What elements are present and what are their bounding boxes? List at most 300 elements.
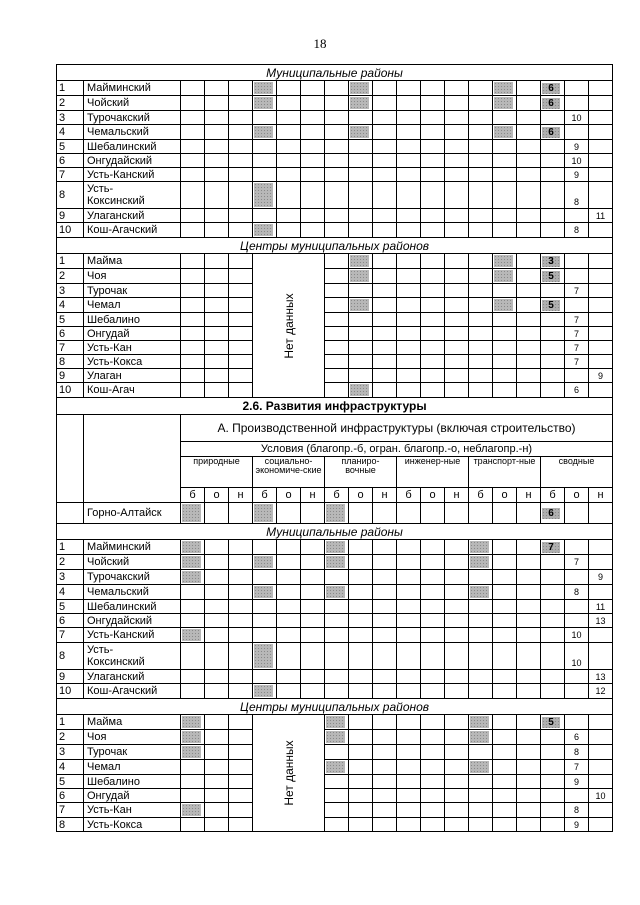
empty-cell bbox=[181, 327, 205, 341]
empty-cell bbox=[253, 168, 277, 182]
summary-value-cell: 12 bbox=[589, 684, 613, 699]
empty-cell bbox=[349, 628, 373, 643]
row-number: 2 bbox=[57, 96, 84, 111]
empty-cell bbox=[277, 570, 301, 585]
table-row bbox=[57, 313, 613, 327]
empty-cell bbox=[397, 570, 421, 585]
table-row bbox=[57, 585, 613, 600]
empty-cell bbox=[325, 789, 349, 803]
empty-cell bbox=[541, 223, 565, 238]
empty-cell bbox=[445, 803, 469, 818]
empty-cell bbox=[181, 254, 205, 269]
condition-code: н bbox=[589, 488, 613, 503]
empty-cell bbox=[421, 284, 445, 298]
row-number: 10 bbox=[57, 684, 84, 699]
empty-cell bbox=[421, 760, 445, 775]
section-title: Муниципальные районы bbox=[57, 524, 613, 540]
table-row bbox=[57, 327, 613, 341]
empty-cell bbox=[397, 369, 421, 383]
empty-cell bbox=[565, 789, 589, 803]
row-name: Чемал bbox=[84, 760, 181, 775]
row-number: 6 bbox=[57, 789, 84, 803]
empty-cell bbox=[349, 154, 373, 168]
empty-cell bbox=[277, 140, 301, 154]
summary-value-cell: 9 bbox=[565, 168, 589, 182]
condition-code: о bbox=[421, 488, 445, 503]
empty-cell bbox=[421, 670, 445, 684]
shaded-mark-cell bbox=[493, 254, 517, 269]
row-number: 8 bbox=[57, 818, 84, 832]
empty-cell bbox=[589, 269, 613, 284]
summary-value-cell: 11 bbox=[589, 209, 613, 223]
empty-cell bbox=[445, 789, 469, 803]
table-row bbox=[57, 628, 613, 643]
empty-cell bbox=[589, 154, 613, 168]
table-row bbox=[57, 745, 613, 760]
empty-cell bbox=[205, 383, 229, 398]
empty-cell bbox=[589, 745, 613, 760]
empty-cell bbox=[373, 670, 397, 684]
shaded-score: 6 bbox=[542, 508, 560, 519]
empty-cell bbox=[349, 684, 373, 699]
empty-cell bbox=[589, 111, 613, 125]
row-name: Усть- Коксинский bbox=[84, 182, 181, 209]
empty-cell bbox=[517, 168, 541, 182]
empty-cell bbox=[517, 341, 541, 355]
empty-cell bbox=[301, 168, 325, 182]
shaded-mark bbox=[350, 384, 369, 396]
empty-cell bbox=[397, 81, 421, 96]
summary-value-cell: 9 bbox=[589, 369, 613, 383]
empty-cell bbox=[205, 182, 229, 209]
no-data-label: Нет данных bbox=[281, 292, 296, 359]
empty-cell bbox=[589, 81, 613, 96]
condition-code: о bbox=[493, 488, 517, 503]
summary-value-cell: 10 bbox=[589, 789, 613, 803]
empty-cell bbox=[229, 643, 253, 670]
empty-cell bbox=[301, 209, 325, 223]
empty-cell bbox=[325, 284, 349, 298]
empty-cell bbox=[181, 614, 205, 628]
shaded-mark-cell bbox=[493, 81, 517, 96]
empty-cell bbox=[205, 81, 229, 96]
empty-cell bbox=[445, 327, 469, 341]
empty-cell bbox=[541, 182, 565, 209]
subheading-row bbox=[57, 415, 613, 442]
empty-cell bbox=[541, 111, 565, 125]
empty-cell bbox=[445, 760, 469, 775]
shaded-mark bbox=[254, 586, 273, 598]
empty-cell bbox=[493, 503, 517, 524]
empty-cell bbox=[229, 223, 253, 238]
empty-cell bbox=[541, 355, 565, 369]
empty-cell bbox=[517, 789, 541, 803]
empty-cell bbox=[541, 209, 565, 223]
empty-cell bbox=[565, 540, 589, 555]
row-number: 3 bbox=[57, 111, 84, 125]
empty-cell bbox=[181, 111, 205, 125]
empty-cell bbox=[181, 182, 205, 209]
shaded-mark bbox=[182, 731, 201, 743]
empty-cell bbox=[181, 600, 205, 614]
shaded-score: 5 bbox=[542, 271, 560, 282]
empty-cell bbox=[325, 182, 349, 209]
empty-cell bbox=[181, 684, 205, 699]
empty-cell bbox=[469, 111, 493, 125]
condition-code: б bbox=[181, 488, 205, 503]
empty-cell bbox=[325, 223, 349, 238]
shaded-mark-cell bbox=[253, 643, 277, 670]
empty-cell bbox=[325, 269, 349, 284]
empty-cell bbox=[541, 383, 565, 398]
shaded-mark bbox=[470, 731, 489, 743]
empty-cell bbox=[421, 355, 445, 369]
shaded-score: 6 bbox=[542, 83, 560, 94]
table-row bbox=[57, 284, 613, 298]
empty-cell bbox=[229, 614, 253, 628]
empty-cell bbox=[589, 730, 613, 745]
empty-cell bbox=[493, 223, 517, 238]
summary-score-cell bbox=[541, 125, 565, 140]
no-data-label: Нет данных bbox=[281, 740, 296, 806]
shaded-mark bbox=[494, 255, 513, 267]
empty-cell bbox=[349, 585, 373, 600]
empty-cell bbox=[493, 715, 517, 730]
row-name: Чоя bbox=[84, 269, 181, 284]
shaded-mark-cell bbox=[469, 555, 493, 570]
empty-cell bbox=[205, 298, 229, 313]
empty-cell bbox=[397, 503, 421, 524]
condition-code: о bbox=[349, 488, 373, 503]
empty-cell bbox=[517, 327, 541, 341]
empty-cell bbox=[565, 670, 589, 684]
row-name: Чоя bbox=[84, 730, 181, 745]
summary-score-cell bbox=[541, 503, 565, 524]
empty-cell bbox=[229, 760, 253, 775]
summary-value-cell: 9 bbox=[565, 140, 589, 154]
empty-cell bbox=[373, 341, 397, 355]
shaded-mark bbox=[254, 504, 273, 522]
empty-cell bbox=[517, 570, 541, 585]
empty-cell bbox=[325, 670, 349, 684]
empty-cell bbox=[469, 670, 493, 684]
empty-cell bbox=[229, 803, 253, 818]
empty-cell bbox=[541, 789, 565, 803]
empty-cell bbox=[397, 585, 421, 600]
shaded-mark-cell bbox=[493, 269, 517, 284]
empty-cell bbox=[205, 223, 229, 238]
empty-cell bbox=[325, 643, 349, 670]
empty-cell bbox=[469, 81, 493, 96]
shaded-mark bbox=[494, 270, 513, 282]
shaded-mark bbox=[326, 504, 345, 522]
row-number: 6 bbox=[57, 154, 84, 168]
empty-cell bbox=[205, 670, 229, 684]
shaded-mark-cell bbox=[181, 503, 205, 524]
empty-cell bbox=[541, 570, 565, 585]
empty-cell bbox=[181, 298, 205, 313]
condition-code: б bbox=[541, 488, 565, 503]
empty-cell bbox=[421, 154, 445, 168]
empty-cell bbox=[517, 614, 541, 628]
empty-cell bbox=[277, 555, 301, 570]
empty-cell bbox=[421, 254, 445, 269]
empty-cell bbox=[205, 745, 229, 760]
empty-cell bbox=[517, 223, 541, 238]
row-number: 3 bbox=[57, 284, 84, 298]
empty-cell bbox=[181, 96, 205, 111]
empty-cell bbox=[277, 670, 301, 684]
shaded-mark-cell bbox=[349, 96, 373, 111]
empty-cell bbox=[229, 775, 253, 789]
empty-cell bbox=[229, 369, 253, 383]
empty-cell bbox=[325, 111, 349, 125]
empty-cell bbox=[445, 570, 469, 585]
empty-cell bbox=[205, 154, 229, 168]
table-row bbox=[57, 760, 613, 775]
empty-cell bbox=[229, 540, 253, 555]
subheading: А. Производственной инфраструктуры (включая строительство) bbox=[181, 415, 613, 442]
empty-cell bbox=[445, 341, 469, 355]
empty-cell bbox=[397, 168, 421, 182]
empty-cell bbox=[181, 168, 205, 182]
empty-cell bbox=[565, 684, 589, 699]
row-number: 1 bbox=[57, 254, 84, 269]
empty-cell bbox=[205, 789, 229, 803]
row-number: 3 bbox=[57, 745, 84, 760]
empty-cell bbox=[493, 341, 517, 355]
empty-cell bbox=[349, 760, 373, 775]
empty-cell bbox=[469, 223, 493, 238]
empty-cell bbox=[517, 628, 541, 643]
empty-cell bbox=[517, 269, 541, 284]
empty-cell bbox=[373, 168, 397, 182]
empty-cell bbox=[301, 223, 325, 238]
empty-cell bbox=[421, 570, 445, 585]
empty-cell bbox=[205, 341, 229, 355]
empty-cell bbox=[445, 298, 469, 313]
empty-cell bbox=[421, 223, 445, 238]
empty-cell bbox=[205, 570, 229, 585]
row-name: Майминский bbox=[84, 540, 181, 555]
row-number: 5 bbox=[57, 775, 84, 789]
empty-cell bbox=[493, 760, 517, 775]
row-number: 4 bbox=[57, 760, 84, 775]
row-name: Шебалино bbox=[84, 313, 181, 327]
empty-cell bbox=[493, 327, 517, 341]
empty-cell bbox=[349, 600, 373, 614]
empty-cell bbox=[469, 600, 493, 614]
empty-cell bbox=[469, 383, 493, 398]
row-name: Онгудайский bbox=[84, 614, 181, 628]
empty-cell bbox=[349, 341, 373, 355]
shaded-mark-cell bbox=[325, 585, 349, 600]
shaded-mark-cell bbox=[349, 269, 373, 284]
shaded-mark-cell bbox=[349, 125, 373, 140]
empty-cell bbox=[253, 209, 277, 223]
empty-cell bbox=[517, 643, 541, 670]
empty-cell bbox=[181, 140, 205, 154]
row-name: Чойский bbox=[84, 555, 181, 570]
table-row bbox=[57, 209, 613, 223]
shaded-mark-cell bbox=[493, 125, 517, 140]
empty-cell bbox=[181, 670, 205, 684]
empty-cell bbox=[181, 760, 205, 775]
empty-cell bbox=[541, 341, 565, 355]
empty-cell bbox=[301, 182, 325, 209]
empty-cell bbox=[445, 555, 469, 570]
row-number: 1 bbox=[57, 81, 84, 96]
empty-cell bbox=[397, 614, 421, 628]
empty-cell bbox=[229, 355, 253, 369]
empty-cell bbox=[397, 355, 421, 369]
empty-cell bbox=[229, 684, 253, 699]
empty-cell bbox=[445, 125, 469, 140]
shaded-mark-cell bbox=[469, 715, 493, 730]
empty-cell bbox=[517, 670, 541, 684]
empty-cell bbox=[373, 803, 397, 818]
empty-cell bbox=[565, 269, 589, 284]
empty-cell bbox=[397, 154, 421, 168]
empty-cell bbox=[493, 684, 517, 699]
empty-cell bbox=[229, 209, 253, 223]
empty-cell bbox=[181, 223, 205, 238]
row-number: 10 bbox=[57, 223, 84, 238]
empty-cell bbox=[181, 284, 205, 298]
empty-cell bbox=[541, 614, 565, 628]
empty-cell bbox=[373, 643, 397, 670]
shaded-mark-cell bbox=[253, 585, 277, 600]
empty-cell bbox=[205, 600, 229, 614]
blank-header-cell bbox=[84, 415, 181, 503]
empty-cell bbox=[301, 614, 325, 628]
condition-code: н bbox=[373, 488, 397, 503]
summary-score-cell bbox=[541, 298, 565, 313]
empty-cell bbox=[421, 614, 445, 628]
empty-cell bbox=[325, 81, 349, 96]
empty-cell bbox=[397, 182, 421, 209]
empty-cell bbox=[421, 503, 445, 524]
empty-cell bbox=[469, 775, 493, 789]
shaded-mark bbox=[494, 299, 513, 311]
empty-cell bbox=[469, 803, 493, 818]
summary-value-cell: 8 bbox=[565, 585, 589, 600]
row-number: 6 bbox=[57, 327, 84, 341]
shaded-mark-cell bbox=[325, 503, 349, 524]
empty-cell bbox=[493, 803, 517, 818]
row-number: 2 bbox=[57, 269, 84, 284]
shaded-mark bbox=[326, 731, 345, 743]
empty-cell bbox=[469, 355, 493, 369]
empty-cell bbox=[517, 209, 541, 223]
empty-cell bbox=[469, 168, 493, 182]
empty-cell bbox=[205, 684, 229, 699]
row-name: Кош-Агачский bbox=[84, 684, 181, 699]
empty-cell bbox=[493, 628, 517, 643]
empty-cell bbox=[373, 730, 397, 745]
condition-code: н bbox=[229, 488, 253, 503]
empty-cell bbox=[397, 730, 421, 745]
empty-cell bbox=[277, 209, 301, 223]
empty-cell bbox=[565, 570, 589, 585]
empty-cell bbox=[277, 540, 301, 555]
empty-cell bbox=[589, 503, 613, 524]
empty-cell bbox=[469, 341, 493, 355]
empty-cell bbox=[445, 540, 469, 555]
table-row bbox=[57, 125, 613, 140]
empty-cell bbox=[277, 168, 301, 182]
section-title: Муниципальные районы bbox=[57, 65, 613, 81]
empty-cell bbox=[373, 745, 397, 760]
empty-cell bbox=[517, 745, 541, 760]
condition-code: б bbox=[469, 488, 493, 503]
table-row bbox=[57, 182, 613, 209]
shaded-mark bbox=[182, 746, 201, 758]
row-name: Онгудай bbox=[84, 327, 181, 341]
empty-cell bbox=[205, 585, 229, 600]
empty-cell bbox=[517, 140, 541, 154]
row-number: 9 bbox=[57, 209, 84, 223]
table-row bbox=[57, 818, 613, 832]
empty-cell bbox=[397, 341, 421, 355]
row-number: 8 bbox=[57, 355, 84, 369]
shaded-mark bbox=[182, 571, 201, 583]
empty-cell bbox=[229, 600, 253, 614]
empty-cell bbox=[229, 745, 253, 760]
empty-cell bbox=[589, 182, 613, 209]
empty-cell bbox=[277, 585, 301, 600]
empty-cell bbox=[205, 540, 229, 555]
empty-cell bbox=[445, 745, 469, 760]
empty-cell bbox=[445, 730, 469, 745]
empty-cell bbox=[325, 313, 349, 327]
empty-cell bbox=[373, 570, 397, 585]
page-number: 18 bbox=[313, 36, 327, 51]
empty-cell bbox=[181, 355, 205, 369]
row-name: Майма bbox=[84, 715, 181, 730]
empty-cell bbox=[397, 540, 421, 555]
empty-cell bbox=[493, 789, 517, 803]
empty-cell bbox=[589, 355, 613, 369]
empty-cell bbox=[397, 269, 421, 284]
empty-cell bbox=[181, 585, 205, 600]
shaded-mark-cell bbox=[469, 585, 493, 600]
empty-cell bbox=[349, 789, 373, 803]
empty-cell bbox=[397, 111, 421, 125]
condition-code: н bbox=[517, 488, 541, 503]
empty-cell bbox=[181, 643, 205, 670]
empty-cell bbox=[589, 168, 613, 182]
empty-cell bbox=[301, 670, 325, 684]
row-number: 7 bbox=[57, 341, 84, 355]
empty-cell bbox=[493, 383, 517, 398]
shaded-mark bbox=[350, 270, 369, 282]
empty-cell bbox=[181, 269, 205, 284]
empty-cell bbox=[493, 209, 517, 223]
empty-cell bbox=[517, 383, 541, 398]
row-name: Кош-Агач bbox=[84, 383, 181, 398]
empty-cell bbox=[469, 684, 493, 699]
table-row bbox=[57, 600, 613, 614]
shaded-mark-cell bbox=[325, 715, 349, 730]
empty-cell bbox=[469, 628, 493, 643]
shaded-mark-cell bbox=[253, 125, 277, 140]
empty-cell bbox=[349, 540, 373, 555]
empty-cell bbox=[565, 298, 589, 313]
shaded-mark-cell bbox=[493, 96, 517, 111]
empty-cell bbox=[493, 355, 517, 369]
empty-cell bbox=[373, 555, 397, 570]
